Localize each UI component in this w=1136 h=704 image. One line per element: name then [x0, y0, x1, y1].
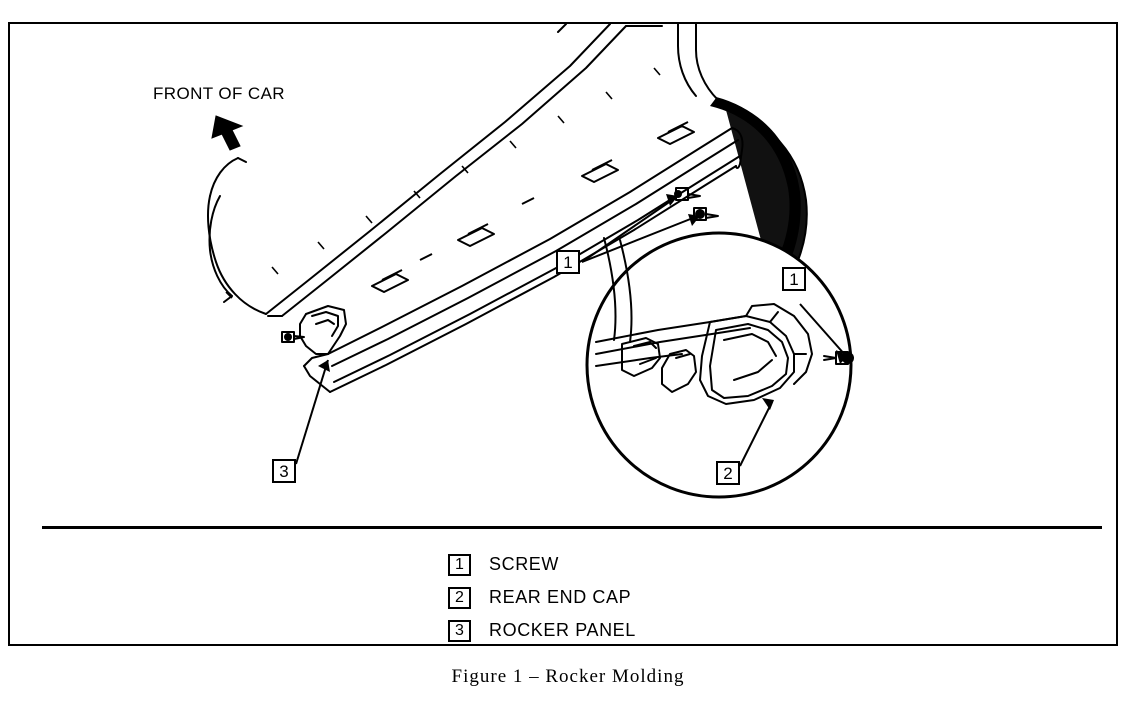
callout-3-number: 3 — [279, 462, 289, 481]
legend-number-box: 1 — [448, 554, 471, 576]
legend-item-label: SCREW — [489, 554, 559, 574]
legend-item — [448, 614, 636, 647]
callout-1b-number: 1 — [789, 270, 799, 289]
legend-number-box: 2 — [448, 587, 471, 609]
legend-item — [448, 548, 636, 581]
callout-1-screw — [556, 250, 580, 274]
legend-item — [448, 581, 636, 614]
figure-frame — [8, 22, 1118, 646]
callout-2-rear-end-cap — [716, 461, 740, 485]
callout-1-number: 1 — [563, 253, 573, 272]
front-of-car-label: FRONT OF CAR — [153, 84, 285, 103]
callout-2-number: 2 — [723, 464, 733, 483]
front-end-cap — [300, 306, 346, 354]
legend-number-box: 3 — [448, 620, 471, 642]
legend-item-label: REAR END CAP — [489, 587, 632, 607]
legend-divider — [42, 526, 1102, 529]
legend-item-label: ROCKER PANEL — [489, 620, 636, 640]
panel-tick-marks — [226, 68, 660, 298]
callout-1b-screw-detail — [782, 267, 806, 291]
figure-caption: Figure 1 – Rocker Molding — [451, 666, 685, 687]
quarter-panel-outline — [626, 24, 718, 100]
callout-3-rocker-panel — [272, 459, 296, 483]
front-of-car-arrow — [212, 116, 242, 150]
legend-item-list — [448, 548, 636, 647]
